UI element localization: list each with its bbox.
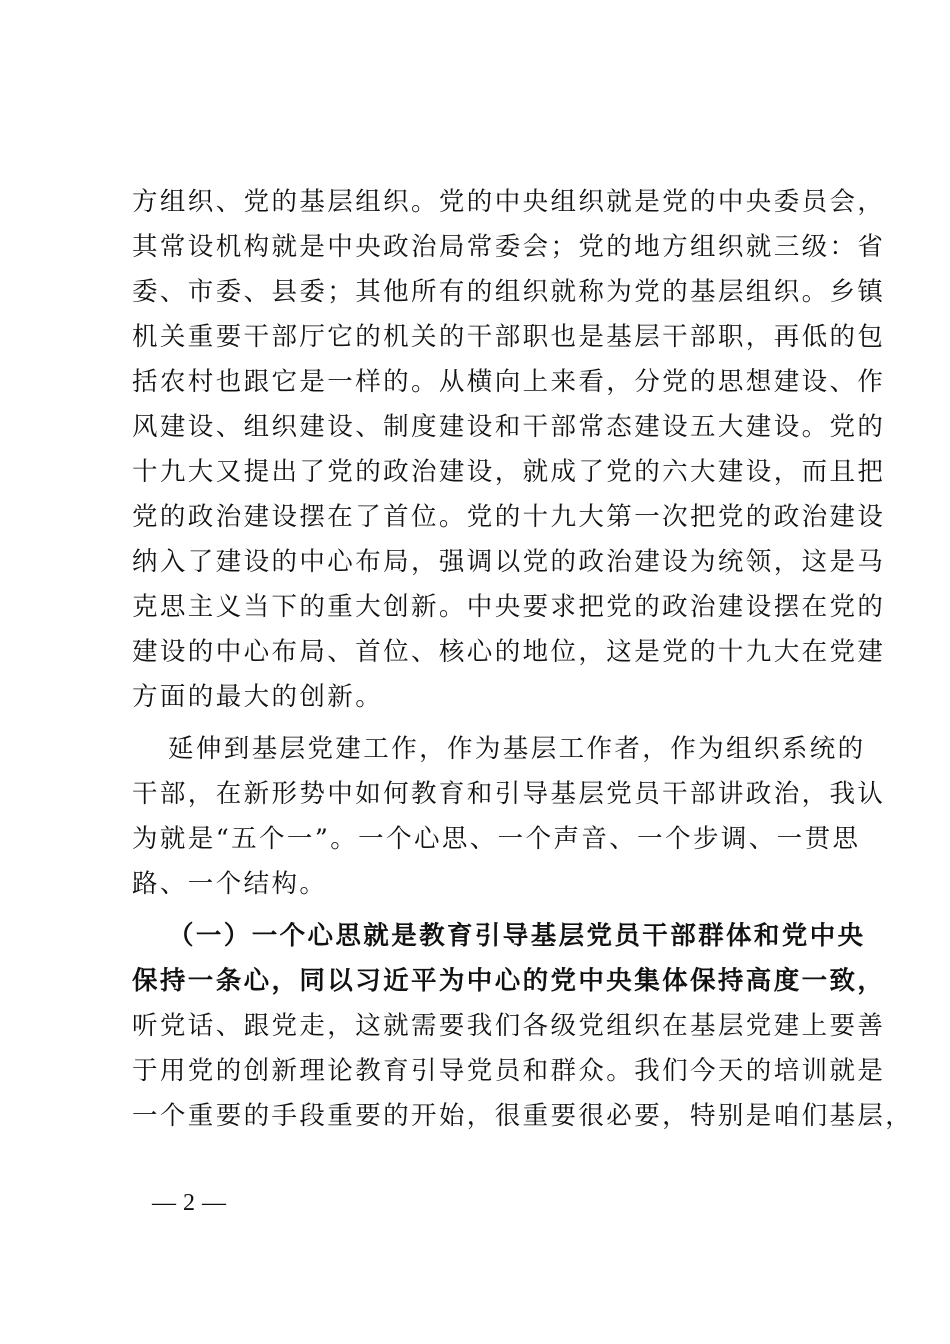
text-line: 括农村也跟它是一样的。从横向上来看，分党的思想建设、作 <box>132 367 886 397</box>
section-heading-line: 保持一条心，同以习近平为中心的党中央集体保持高度一致， <box>132 966 886 996</box>
text-line: 方组织、党的基层组织。党的中央组织就是党的中央委员会， <box>132 187 886 217</box>
text-line: 克思主义当下的重大创新。中央要求把党的政治建设摆在党的 <box>132 592 886 622</box>
text-line: 延伸到基层党建工作，作为基层工作者，作为组织系统的 <box>168 734 866 764</box>
text-line: 听党话、跟党走，这就需要我们各级党组织在基层党建上要善 <box>132 1011 886 1041</box>
body-text <box>132 180 914 1139</box>
text-line: 建设的中心布局、首位、核心的地位，这是党的十九大在党建 <box>132 637 886 667</box>
paragraph-five-ones <box>132 727 886 907</box>
text-line: 为就是“五个一”。一个心思、一个声音、一个步调、一贯思 <box>132 824 861 854</box>
text-line: 纳入了建设的中心布局，强调以党的政治建设为统领，这是马 <box>132 547 886 577</box>
text-line: 风建设、组织建设、制度建设和干部常态建设五大建设。党的 <box>132 412 886 442</box>
text-line: 党的政治建设摆在了首位。党的十九大第一次把党的政治建设 <box>132 502 886 532</box>
text-line: 方面的最大的创新。 <box>132 682 384 712</box>
text-line: 于用党的创新理论教育引导党员和群众。我们今天的培训就是 <box>132 1056 886 1086</box>
text-line: 一个重要的手段重要的开始，很重要很必要，特别是咱们基层， <box>132 1101 914 1131</box>
text-line: 其常设机构就是中央政治局常委会；党的地方组织就三级：省 <box>132 232 886 262</box>
text-line: 路、一个结构。 <box>132 869 328 899</box>
paragraph-one-mind <box>132 914 914 1139</box>
page-number: — 2 — <box>152 1190 227 1216</box>
text-line: 十九大又提出了党的政治建设，就成了党的六大建设，而且把 <box>132 457 886 487</box>
paragraph-party-organization <box>132 180 886 720</box>
text-line: 委、市委、县委；其他所有的组织就称为党的基层组织。乡镇 <box>132 277 886 307</box>
paragraph-gap <box>132 720 832 727</box>
text-line: 干部，在新形势中如何教育和引导基层党员干部讲政治，我认 <box>132 779 886 809</box>
text-line: 机关重要干部厅它的机关的干部职也是基层干部职，再低的包 <box>132 322 886 352</box>
paragraph-gap <box>132 907 832 914</box>
section-heading-line: （一）一个心思就是教育引导基层党员干部群体和党中央 <box>168 921 866 951</box>
